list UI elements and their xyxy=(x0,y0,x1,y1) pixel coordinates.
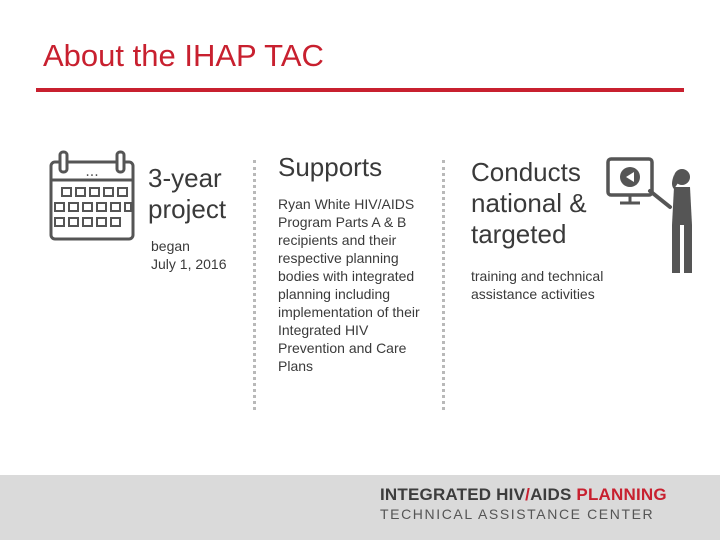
presenter-icon xyxy=(604,155,700,277)
footer-logo: INTEGRATED HIV/AIDS PLANNING xyxy=(380,485,667,504)
title-underline xyxy=(36,88,684,92)
svg-text:...: ... xyxy=(85,164,99,180)
page-title: About the IHAP TAC xyxy=(43,38,324,73)
footer-subtitle: TECHNICAL ASSISTANCE CENTER xyxy=(380,506,655,522)
supports-description: Ryan White HIV/AIDS Program Parts A & B recipients and their respective planning bodies with integrated planning including implementation of their Integrated HIV Prevention and Care Plans xyxy=(278,196,420,374)
conducts-description: training and technical assistance activities xyxy=(471,268,604,302)
start-date: July 1, 2016 xyxy=(151,256,227,272)
supports-heading: Supports xyxy=(278,152,383,182)
calendar-icon xyxy=(48,150,136,242)
project-duration-heading: 3-year project xyxy=(148,163,227,224)
column-divider xyxy=(253,160,256,410)
start-label: began xyxy=(151,238,190,254)
column-divider xyxy=(442,160,445,410)
conducts-heading: Conducts national & targeted xyxy=(471,157,587,249)
